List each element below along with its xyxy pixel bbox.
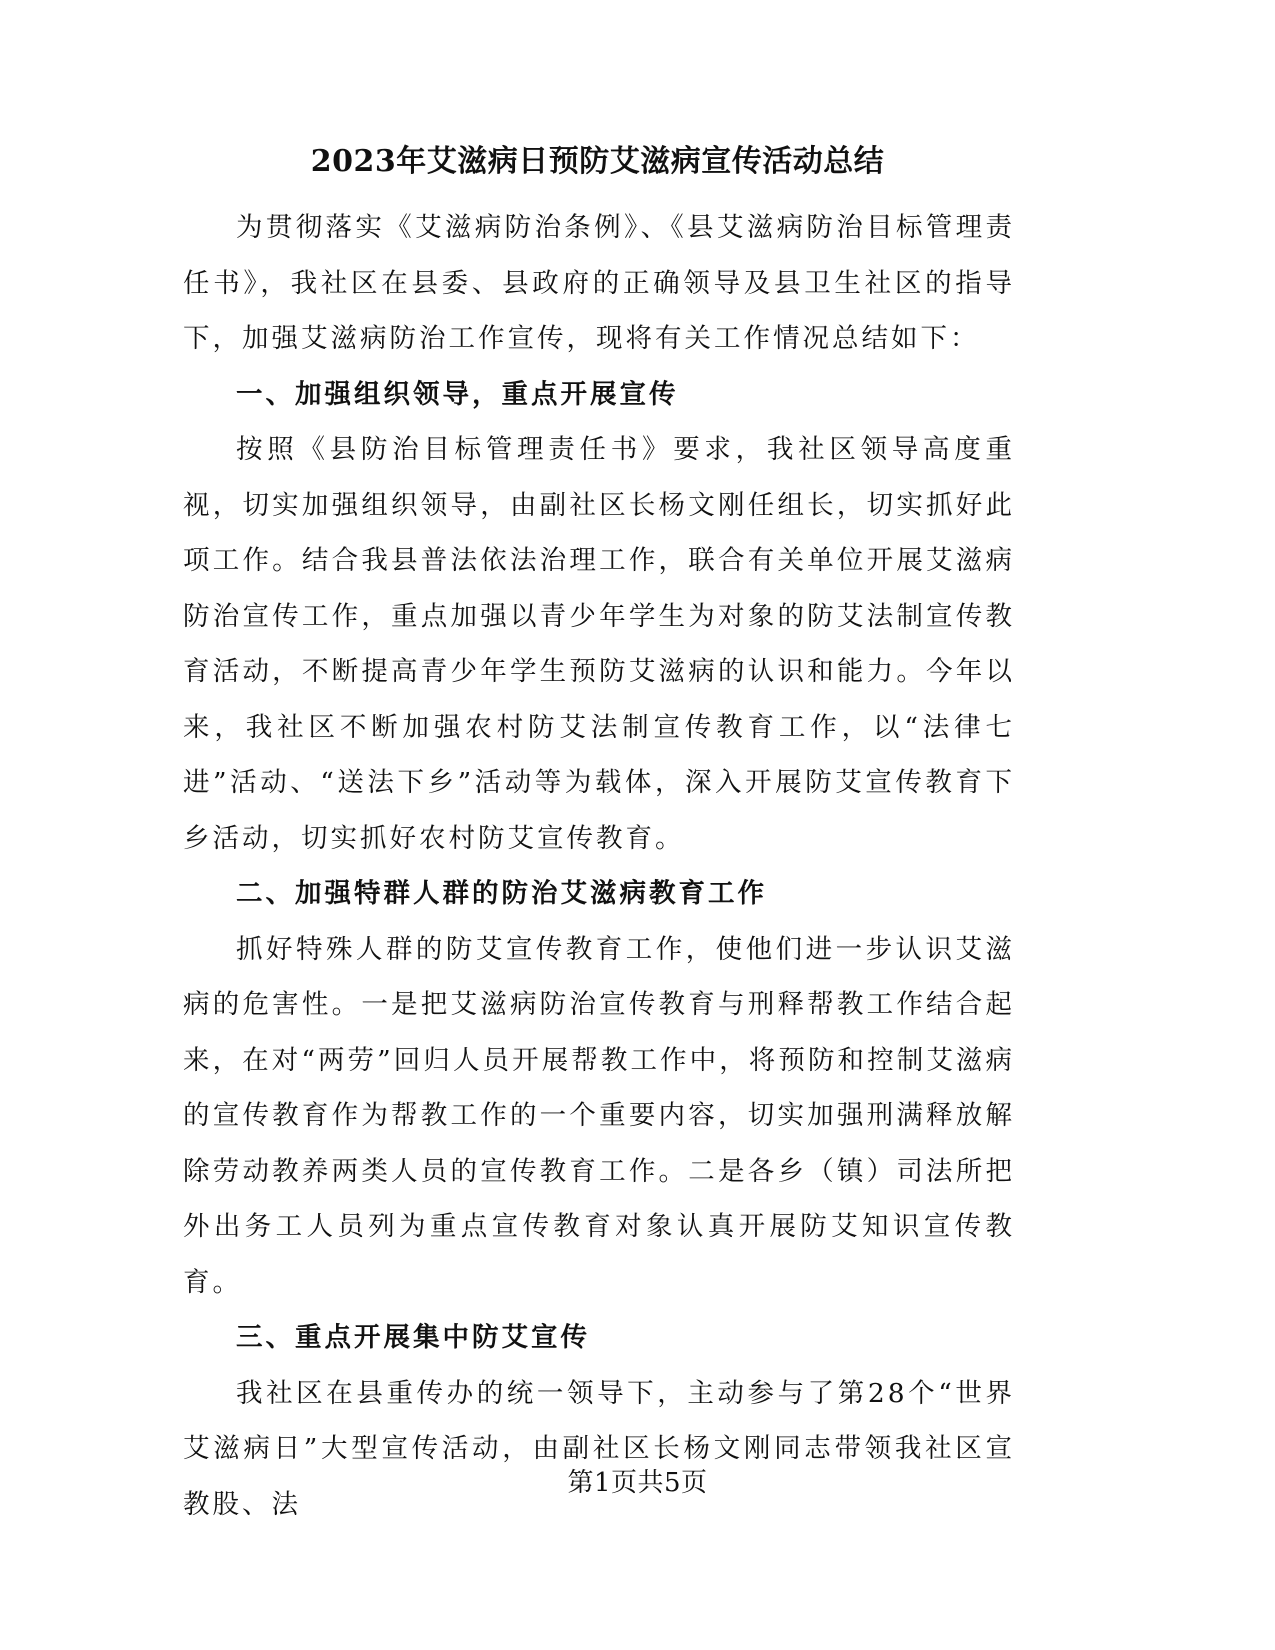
section-heading-3: 三、重点开展集中防艾宣传	[236, 1322, 590, 1353]
section-paragraph-2: 抓好特殊人群的防艾宣传教育工作，使他们进一步认识艾滋病的危害性。一是把艾滋病防治宣传教育与刑释帮教工作结合起来，在对“两劳”回归人员开展帮教工作中，将预防和控制艾滋病的宣传教育作为帮教工作的一个重要内容，切实加强刑满释放解除劳动教养两类人员的宣传教育工作。二是各乡（镇）司法所把外出务工人员列为重点宣传教育对象认真开展防艾知识宣传教育。	[183, 933, 1015, 1298]
section-heading-1: 一、加强组织领导，重点开展宣传	[236, 378, 679, 410]
intro-paragraph: 为贯彻落实《艾滋病防治条例》、《县艾滋病防治目标管理责任书》，我社区在县委、县政府的正确领导及县卫生社区的指导下，加强艾滋病防治工作宣传，现将有关工作情况总结如下：	[183, 212, 1015, 354]
section-paragraph-3: 我社区在县重传办的统一领导下，主动参与了第28个“世界艾滋病日”大型宣传活动，由副社区长杨文刚同志带领我社区宣教股、法	[183, 1377, 1015, 1520]
document-title: 2023年艾滋病日预防艾滋病宣传活动总结	[310, 144, 885, 179]
document-body	[183, 200, 1015, 1532]
section-paragraph-1: 按照《县防治目标管理责任书》要求，我社区领导高度重视，切实加强组织领导，由副社区长杨文刚任组长，切实抓好此项工作。结合我县普法依法治理工作，联合有关单位开展艾滋病防治宣传工作，重点加强以青少年学生为对象的防艾法制宣传教育活动，不断提高青少年学生预防艾滋病的认识和能力。今年以来，我社区不断加强农村防艾法制宣传教育工作，以“法律七进”活动、“送法下乡”活动等为载体，深入开展防艾宣传教育下乡活动，切实抓好农村防艾宣传教育。	[183, 434, 1015, 854]
page-number-footer: 第1页共5页	[567, 1468, 708, 1498]
section-heading-2: 二、加强特群人群的防治艾滋病教育工作	[236, 878, 767, 909]
